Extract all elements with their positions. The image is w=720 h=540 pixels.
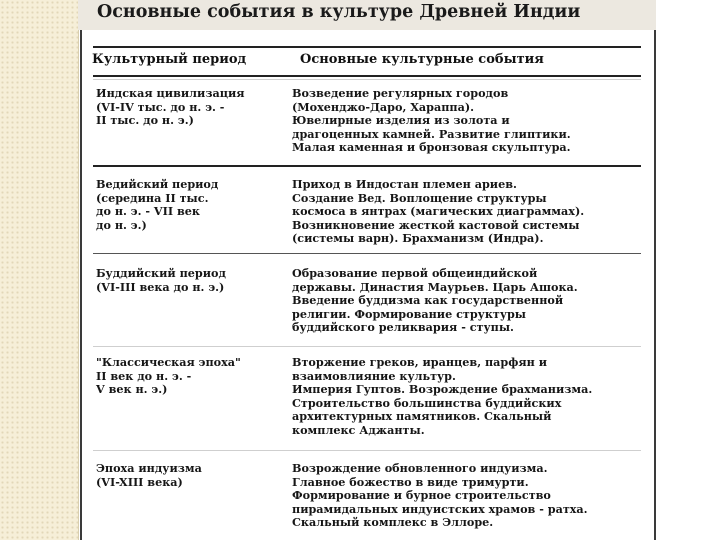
period-line: Буддийский период bbox=[96, 266, 226, 280]
header-shadow-rule bbox=[93, 79, 641, 80]
event-line: Формирование и бурное строительство bbox=[292, 488, 551, 503]
column-header-period: Культурный период bbox=[92, 52, 247, 67]
event-line: державы. Династия Маурьев. Царь Ашока. bbox=[292, 279, 578, 294]
period-line: "Классическая эпоха" bbox=[96, 355, 241, 369]
table-row-period bbox=[96, 87, 286, 128]
event-line: комплекс Аджанты. bbox=[292, 422, 425, 437]
period-line: до н. э.) bbox=[96, 217, 147, 232]
event-line: Скальный комплекс в Эллоре. bbox=[292, 515, 494, 530]
event-line: архитектурных памятников. Скальный bbox=[292, 409, 552, 424]
row-divider bbox=[93, 450, 641, 451]
table-row-events bbox=[292, 267, 654, 335]
event-line: Возрождение обновленного индуизма. bbox=[292, 461, 548, 475]
event-line: Малая каменная и бронзовая скульптура. bbox=[292, 140, 571, 155]
column-header-events: Основные культурные события bbox=[300, 52, 544, 67]
event-line: Ювелирные изделия из золота и bbox=[292, 113, 510, 128]
event-line: пирамидальных индуистских храмов - ратха. bbox=[292, 501, 588, 516]
event-line: Главное божество в виде тримурти. bbox=[292, 474, 529, 489]
event-line: Вторжение греков, иранцев, парфян и bbox=[292, 355, 547, 369]
decorative-side-panel bbox=[0, 0, 79, 540]
period-line: (VI-IV тыс. до н. э. - bbox=[96, 99, 225, 114]
table-row-period bbox=[96, 267, 286, 294]
event-line: Возведение регулярных городов bbox=[292, 86, 509, 100]
event-line: Возникновение жесткой кастовой системы bbox=[292, 217, 580, 232]
period-line: Ведийский период bbox=[96, 177, 219, 191]
period-line: до н. э. - VII век bbox=[96, 204, 200, 219]
row-divider bbox=[93, 253, 641, 254]
period-line: II тыс. до н. э.) bbox=[96, 113, 194, 128]
row-divider bbox=[93, 346, 641, 347]
period-line: (VI-III века до н. э.) bbox=[96, 279, 225, 294]
event-line: буддийского реликвария - ступы. bbox=[292, 320, 514, 335]
event-line: Приход в Индостан племен ариев. bbox=[292, 177, 517, 191]
table-row-period bbox=[96, 462, 286, 489]
period-line: (VI-XIII века) bbox=[96, 474, 183, 489]
table-row-events bbox=[292, 178, 654, 246]
period-line: Эпоха индуизма bbox=[96, 461, 202, 475]
event-line: Строительство большинства буддийских bbox=[292, 395, 562, 410]
event-line: Образование первой общеиндийской bbox=[292, 266, 538, 280]
event-line: космоса в янтрах (магических диаграммах). bbox=[292, 204, 585, 219]
period-line: V век н. э.) bbox=[96, 382, 168, 397]
period-line: (середина II тыс. bbox=[96, 190, 209, 205]
header-bottom-rule bbox=[93, 75, 641, 77]
row-divider bbox=[93, 165, 641, 167]
event-line: религии. Формирование структуры bbox=[292, 306, 527, 321]
event-line: (системы варн). Брахманизм (Индра). bbox=[292, 231, 544, 246]
period-line: II век до н. э. - bbox=[96, 368, 192, 383]
table-row-events bbox=[292, 356, 654, 438]
table-row-period bbox=[96, 356, 286, 397]
table-row-events bbox=[292, 462, 654, 530]
table-row-events bbox=[292, 87, 654, 155]
table-top-rule bbox=[93, 46, 641, 48]
event-line: Создание Вед. Воплощение структуры bbox=[292, 190, 547, 205]
event-line: драгоценных камней. Развитие глиптики. bbox=[292, 126, 571, 141]
table-row-period bbox=[96, 178, 286, 232]
event-line: взаимовлияние культур. bbox=[292, 368, 456, 383]
page-title: Основные события в культуре Древней Индии bbox=[97, 2, 581, 22]
event-line: Введение буддизма как государственной bbox=[292, 293, 564, 308]
event-line: Империя Гуптов. Возрождение брахманизма. bbox=[292, 382, 593, 397]
event-line: (Мохенджо-Даро, Хараппа). bbox=[292, 99, 475, 114]
period-line: Индская цивилизация bbox=[96, 86, 245, 100]
